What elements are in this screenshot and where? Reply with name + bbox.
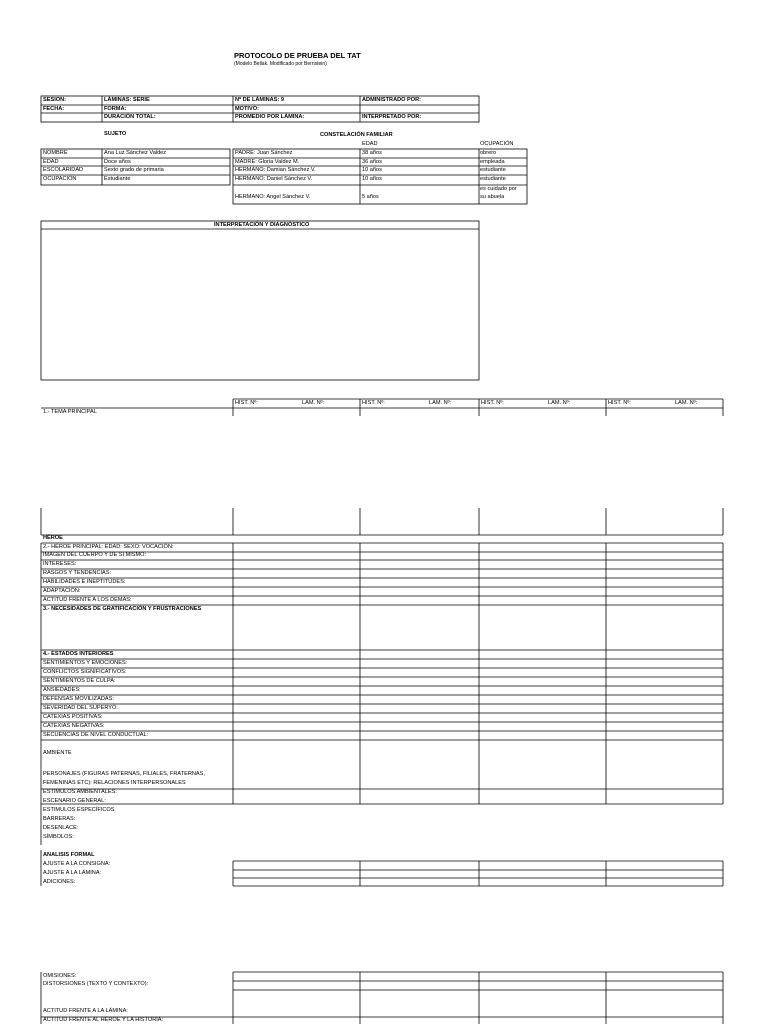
family-member: HERMANO: Damian Sánchez V.: [235, 167, 316, 173]
tema-principal-label: 1.- TEMA PRINCIPAL: [43, 409, 97, 415]
heroe-field-label: INTERESES:: [43, 561, 77, 567]
num-laminas-label: Nº DE LÁMINAS: 9: [235, 97, 284, 103]
family-occupation: obrero: [480, 150, 497, 156]
personajes-label-cont: FEMENINAS ETC): RELACIONES INTERPERSONALES: [43, 780, 186, 786]
subject-value: Estudiante: [104, 176, 131, 182]
interpretado-label: INTERPRETADO POR:: [362, 114, 422, 120]
promedio-label: PROMEDIO POR LÁMINA:: [235, 114, 305, 120]
actitud-lamina-label: ACTITUD FRENTE A LA LÁMINA:: [43, 1008, 128, 1014]
ambiente-field-label: BARRERAS:: [43, 816, 76, 822]
ocupacion-column-header: OCUPACIÓN: [480, 141, 514, 147]
estados-field-label: CATEXIAS POSITIVAS:: [43, 714, 103, 720]
ambiente-field-label: ESCENARIO GENERAL:: [43, 798, 106, 804]
hist-label: HIST. Nº:: [235, 400, 258, 406]
estados-field-label: CATEXIAS NEGATIVAS:: [43, 723, 105, 729]
estados-field-label: SEVERIDAD DEL SUPERYÓ:: [43, 705, 118, 711]
page-title: PROTOCOLO DE PRUEBA DEL TAT: [234, 51, 361, 60]
family-age: 38 años: [362, 150, 382, 156]
forma-label: FORMA:: [104, 106, 127, 112]
estados-heading: 4.- ESTADOS INTERIORES: [43, 651, 114, 657]
sesion-label: SESION:: [43, 97, 67, 103]
page-subtitle: (Modelo Bellak. Modificado por Bernstein): [234, 61, 327, 67]
necesidades-heading: 3.- NECESIDADES DE GRATIFICACIÓN Y FRUSTRACIONES: [43, 606, 202, 612]
heroe-field-label: RASGOS Y TENDENCIAS:: [43, 570, 112, 576]
lam-label: LAM. Nº:: [429, 400, 452, 406]
family-member: MADRE: Gloria Valdez M.: [235, 159, 300, 165]
hist-label: HIST. Nº:: [481, 400, 504, 406]
interpretacion-heading: INTERPRETACIÓN Y DIAGNÓSTICO: [214, 222, 310, 228]
actitud-heroe-label: ACTITUD FRENTE AL HÉROE Y LA HISTORIA:: [43, 1017, 164, 1023]
lam-label: LAM. Nº:: [302, 400, 325, 406]
fecha-label: FECHA:: [43, 106, 65, 112]
family-member: HERMANO: Daniel Sánchez V.: [235, 176, 313, 182]
family-occupation: es cuidado por: [480, 186, 517, 192]
hist-label: HIST. Nº:: [362, 400, 385, 406]
lam-label: LAM. Nº:: [675, 400, 698, 406]
family-member: PADRE: Juan Sánchez: [235, 150, 293, 156]
distorsiones-label: DISTORSIONES (TEXTO Y CONTEXTO):: [43, 981, 149, 987]
estados-field-label: DEFENSAS MOVILIZADAS:: [43, 696, 114, 702]
estados-field-label: SENTIMIENTOS DE CULPA:: [43, 678, 116, 684]
duracion-label: DURACIÓN TOTAL:: [104, 114, 156, 120]
edad-column-header: EDAD: [362, 141, 378, 147]
subject-label: OCUPACIÓN: [43, 176, 77, 182]
ambiente-field-label: DESENLACE:: [43, 825, 79, 831]
subject-label: ESCOLARIDAD: [43, 167, 84, 173]
family-age: 36 años: [362, 159, 382, 165]
analisis-field-label: ADICIONES:: [43, 879, 76, 885]
ambiente-label: AMBIENTE: [43, 750, 72, 756]
family-occupation-cont: su abuela: [480, 194, 505, 200]
personajes-label: PERSONAJES (FIGURAS PATERNAS, FILIALES, FRATERNAS,: [43, 771, 205, 777]
sujeto-heading: SUJETO: [104, 131, 127, 137]
heroe-field-label: 2.- HÉROE PRINCIPAL: EDAD: SEXO: VOCACIÓN:: [43, 544, 174, 550]
heroe-field-label: HABILIDADES E INEPTITUDES:: [43, 579, 126, 585]
family-age: 10 años: [362, 167, 382, 173]
family-occupation: estudiante: [480, 176, 506, 182]
estados-field-label: ANSIEDADES:: [43, 687, 81, 693]
motivo-label: MOTIVO:: [235, 106, 259, 112]
administrado-label: ADMINISTRADO POR:: [362, 97, 422, 103]
ambiente-field-label: SÍMBOLOS:: [43, 834, 74, 840]
laminas-serie-label: LÁMINAS: SERIE: [104, 97, 150, 103]
family-occupation: empleada: [480, 159, 505, 165]
heroe-heading: HÉROE: [43, 535, 63, 541]
estados-field-label: SENTIMIENTOS Y EMOCIONES:: [43, 660, 128, 666]
analisis-field-label: AJUSTE A LA CONSIGNA:: [43, 861, 111, 867]
ambiente-field-label: ESTIMULOS ESPECÍFICOS: [43, 807, 115, 813]
analisis-heading: ANALISIS FORMAL: [43, 852, 95, 858]
subject-value: Ana Luz Sánchez Valdez: [104, 150, 167, 156]
hist-label: HIST. Nº:: [608, 400, 631, 406]
family-age: 5 años: [362, 194, 379, 200]
ambiente-field-label: ESTIMULOS AMBIENTALES:: [43, 789, 117, 795]
omisiones-label: OMISIONES:: [43, 973, 77, 979]
heroe-field-label: IMAGEN DEL CUERPO Y DE SI MISMO:: [43, 552, 147, 558]
analisis-field-label: AJUSTE A LA LÁMINA:: [43, 870, 102, 876]
family-occupation: estudiante: [480, 167, 506, 173]
heroe-field-label: ADAPTACIÓN:: [43, 588, 81, 594]
subject-label: EDAD: [43, 159, 59, 165]
interpretacion-text-area[interactable]: [42, 230, 478, 379]
lam-label: LAM. Nº:: [548, 400, 571, 406]
family-member: HERMANO: Angel Sánchez V.: [235, 194, 311, 200]
family-age: 10 años: [362, 176, 382, 182]
heroe-field-label: ACTITUD FRENTE A LOS DEMÁS:: [43, 597, 132, 603]
constelacion-heading: CONSTELACIÓN FAMILIAR: [320, 132, 393, 138]
estados-field-label: CONFLICTOS SIGNIFICATIVOS:: [43, 669, 127, 675]
estados-field-label: SECUENCIAS DE NIVEL CONDUCTUAL:: [43, 732, 149, 738]
subject-value: Doce años: [104, 159, 131, 165]
subject-label: NOMBRE: [43, 150, 68, 156]
subject-value: Sexto grado de primaria: [104, 167, 164, 173]
